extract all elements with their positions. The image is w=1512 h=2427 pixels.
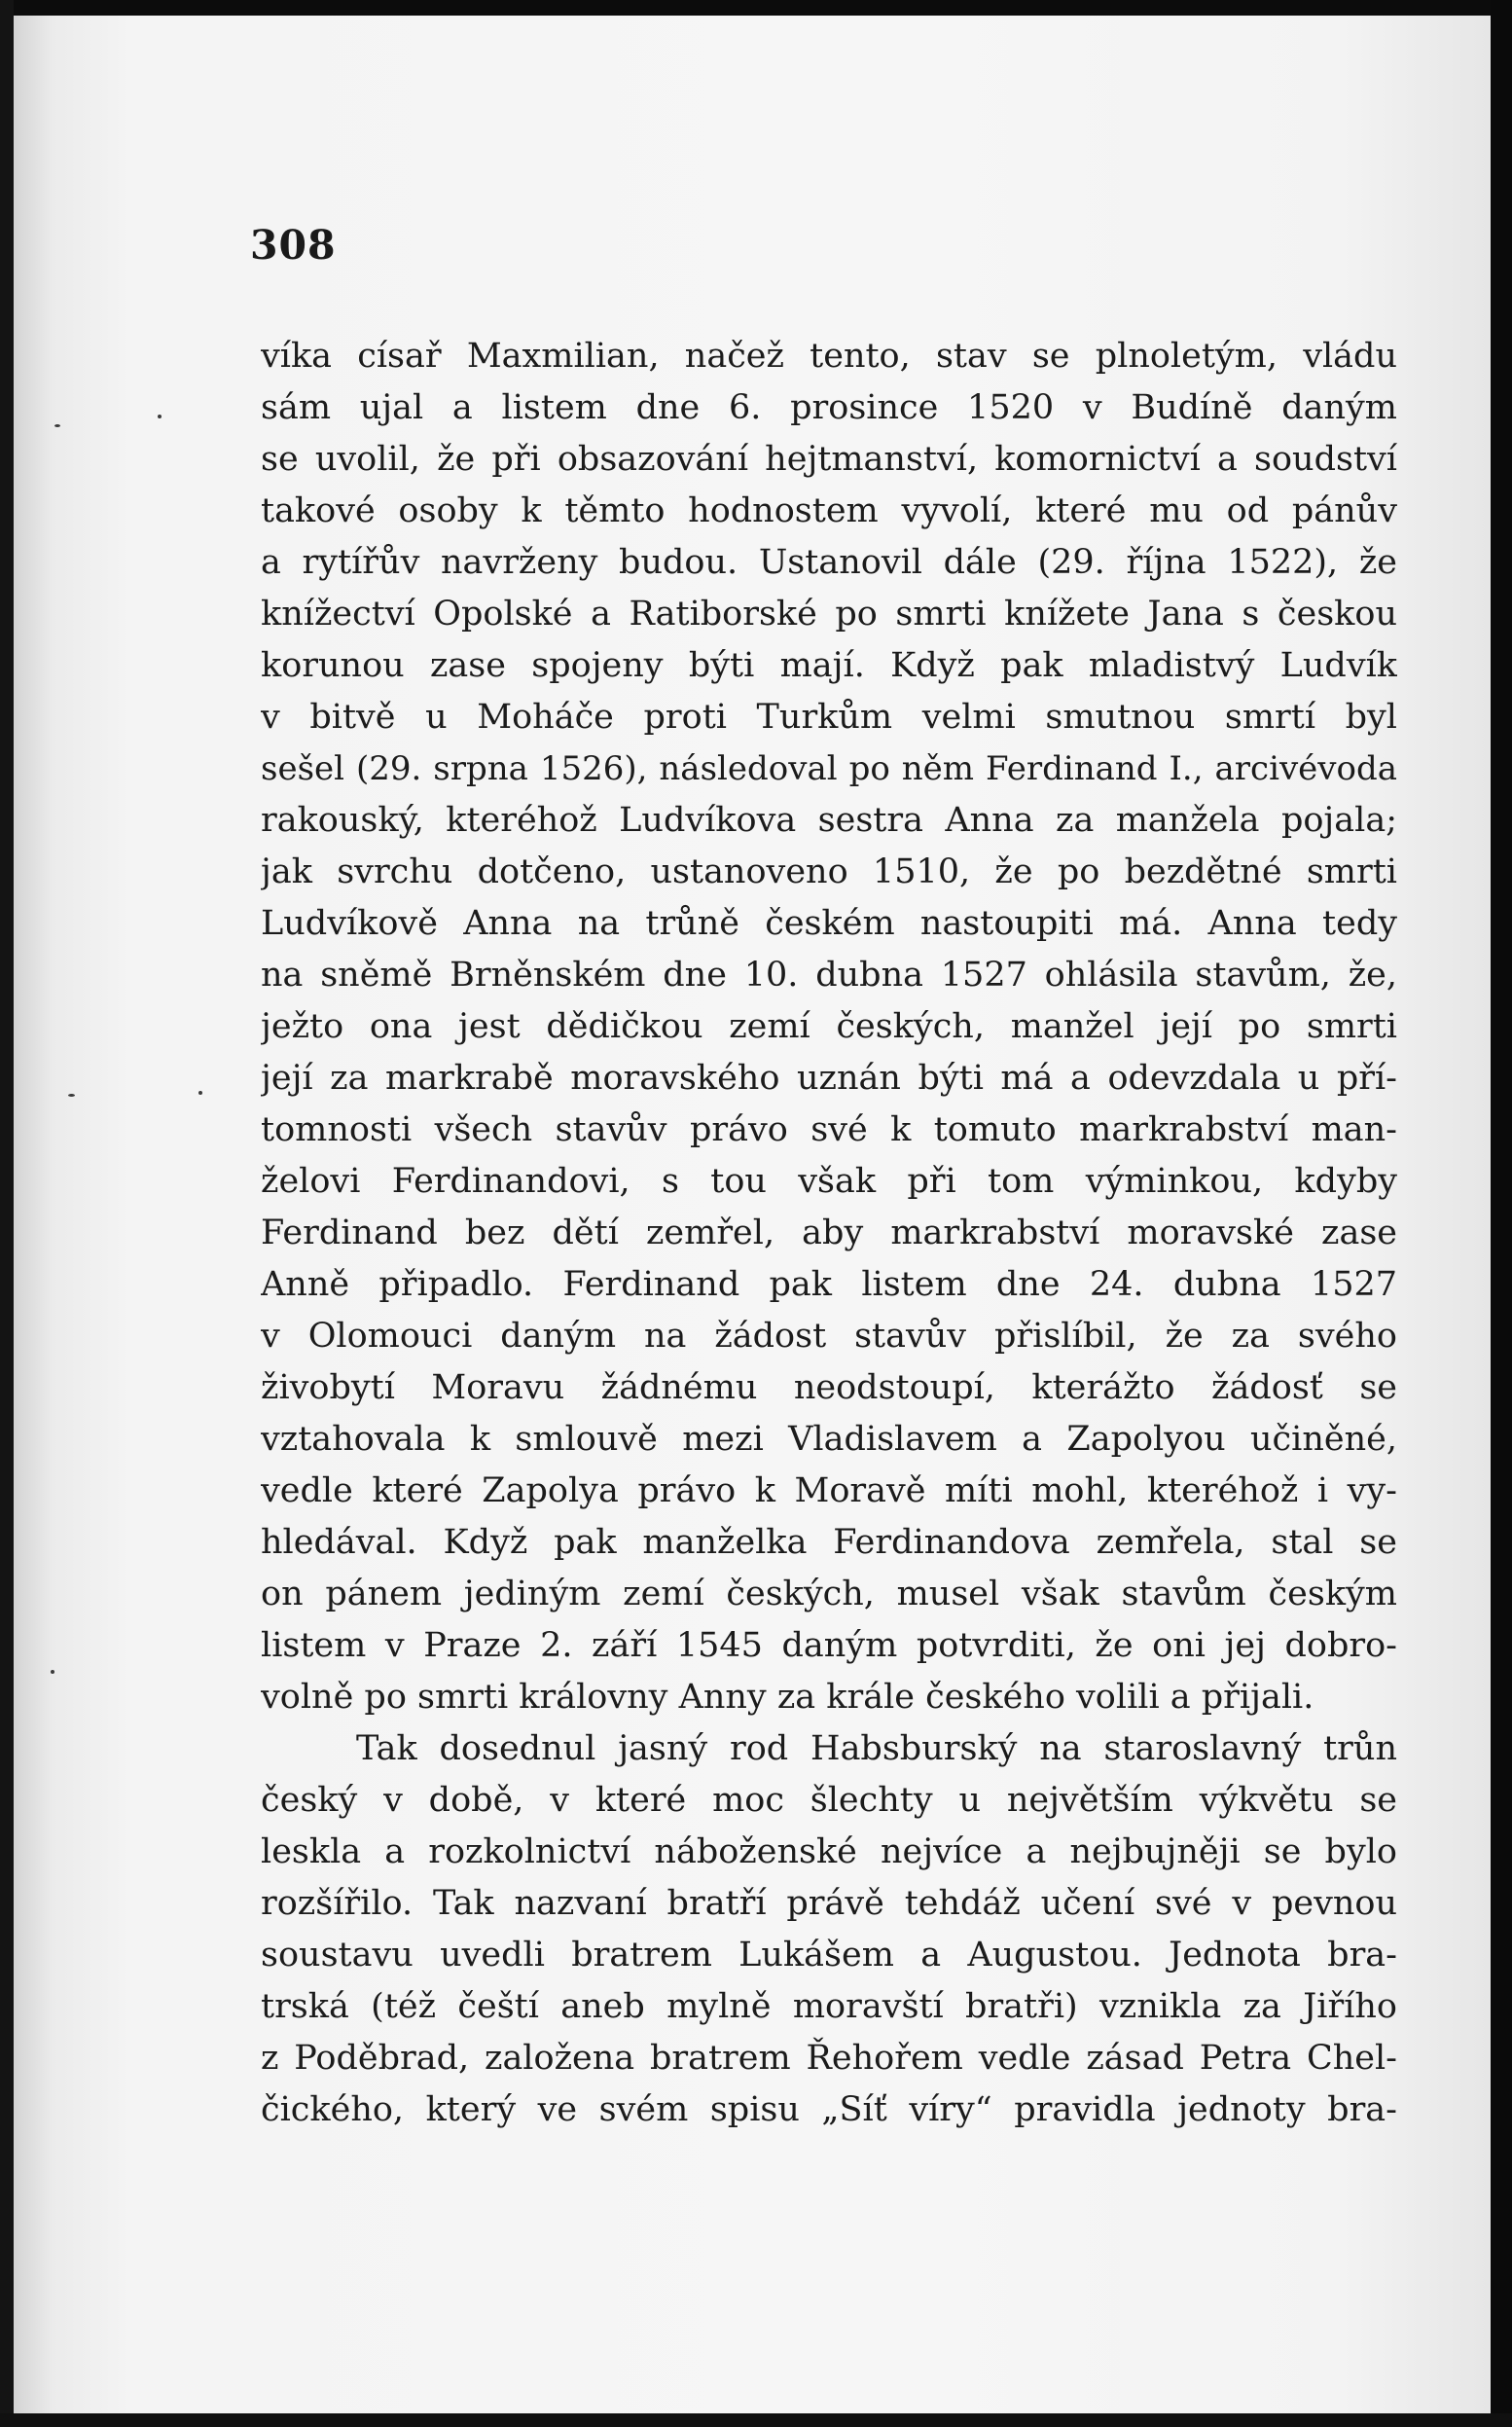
text-line: hledával. Když pak manželka Ferdinandova zemřela, stal se — [261, 1523, 1397, 1562]
text-line: korunou zase spojeny býti mají. Když pak mladistvý Ludvík — [261, 646, 1397, 685]
text-line: se uvolil, že při obsazování hejtmanství, komornictví a soudství — [261, 440, 1397, 479]
text-line: víka císař Maxmilian, načež tento, stav se plnoletým, vládu — [261, 337, 1397, 376]
text-line: jak svrchu dotčeno, ustanoveno 1510, že po bezdětné smrti — [261, 852, 1397, 891]
text-line: rakouský, kteréhož Ludvíkova sestra Anna za manžela pojala; — [261, 801, 1397, 840]
text-line: takové osoby k těmto hodnostem vyvolí, které mu od pánův — [261, 491, 1397, 530]
scan-speck — [54, 424, 60, 427]
body-text — [261, 331, 1397, 2136]
text-line: na sněmě Brněnském dne 10. dubna 1527 ohlásila stavům, že, — [261, 956, 1397, 995]
scan-border-right — [1491, 0, 1512, 2427]
text-line: živobytí Moravu žádnému neodstoupí, kterážto žádosť se — [261, 1368, 1397, 1407]
text-line: sám ujal a listem dne 6. prosince 1520 v Budíně daným — [261, 388, 1397, 427]
text-line: v bitvě u Moháče proti Turkům velmi smutnou smrtí byl — [261, 698, 1397, 737]
scan-speck — [198, 1091, 202, 1095]
text-line: soustavu uvedli bratrem Lukášem a Augustou. Jednota bra- — [261, 1936, 1397, 1974]
scan-speck — [158, 415, 162, 418]
scan-border-left — [0, 0, 14, 2427]
page-number: 308 — [250, 222, 337, 269]
text-line: vedle které Zapolya právo k Moravě míti mohl, kteréhož i vy- — [261, 1471, 1397, 1510]
text-line: tomnosti všech stavův právo své k tomuto markrabství man- — [261, 1110, 1397, 1149]
scan-border-bottom — [0, 2413, 1512, 2427]
text-line: listem v Praze 2. září 1545 daným potvrditi, že oni jej dobro- — [261, 1626, 1397, 1665]
text-line: čického, který ve svém spisu „Síť víry“ pravidla jednoty bra- — [261, 2090, 1397, 2129]
text-line: ježto ona jest dědičkou zemí českých, manžel její po smrti — [261, 1007, 1397, 1046]
text-line-paragraph-start: Tak dosednul jasný rod Habsburský na staroslavný trůn — [356, 1729, 1397, 1768]
text-line: volně po smrti královny Anny za krále českého volili a přijali. — [261, 1678, 1314, 1717]
text-line: vztahovala k smlouvě mezi Vladislavem a Zapolyou učiněné, — [261, 1420, 1397, 1459]
text-line: sešel (29. srpna 1526), následoval po něm Ferdinand I., arcivévoda — [261, 749, 1397, 788]
text-line: Anně připadlo. Ferdinand pak listem dne 24. dubna 1527 — [261, 1265, 1397, 1304]
text-line: Ferdinand bez dětí zemřel, aby markrabství moravské zase — [261, 1214, 1397, 1252]
text-line: z Poděbrad, založena bratrem Řehořem vedle zásad Petra Chel- — [261, 2039, 1397, 2078]
text-line: on pánem jediným zemí českých, musel však stavům českým — [261, 1575, 1397, 1613]
text-line: trská (též čeští aneb mylně moravští bratři) vznikla za Jiřího — [261, 1987, 1397, 2026]
text-line: Ludvíkově Anna na trůně českém nastoupiti má. Anna tedy — [261, 904, 1397, 943]
scan-border-top — [0, 0, 1512, 16]
text-line: její za markrabě moravského uznán býti má a odevzdala u pří- — [261, 1059, 1397, 1098]
text-line: želovi Ferdinandovi, s tou však při tom výminkou, kdyby — [261, 1162, 1397, 1201]
text-line: knížectví Opolské a Ratiborské po smrti knížete Jana s českou — [261, 595, 1397, 634]
text-line: v Olomouci daným na žádost stavův přislíbil, že za svého — [261, 1317, 1397, 1356]
text-line: a rytířův navrženy budou. Ustanovil dále (29. října 1522), že — [261, 543, 1397, 582]
text-line: rozšířilo. Tak nazvaní bratří právě tehdáž učení své v pevnou — [261, 1884, 1397, 1923]
text-line: leskla a rozkolnictví náboženské nejvíce a nejbujněji se bylo — [261, 1832, 1397, 1871]
scan-speck — [68, 1094, 75, 1097]
scan-speck — [51, 1670, 54, 1674]
text-line: český v době, v které moc šlechty u největším výkvětu se — [261, 1781, 1397, 1820]
